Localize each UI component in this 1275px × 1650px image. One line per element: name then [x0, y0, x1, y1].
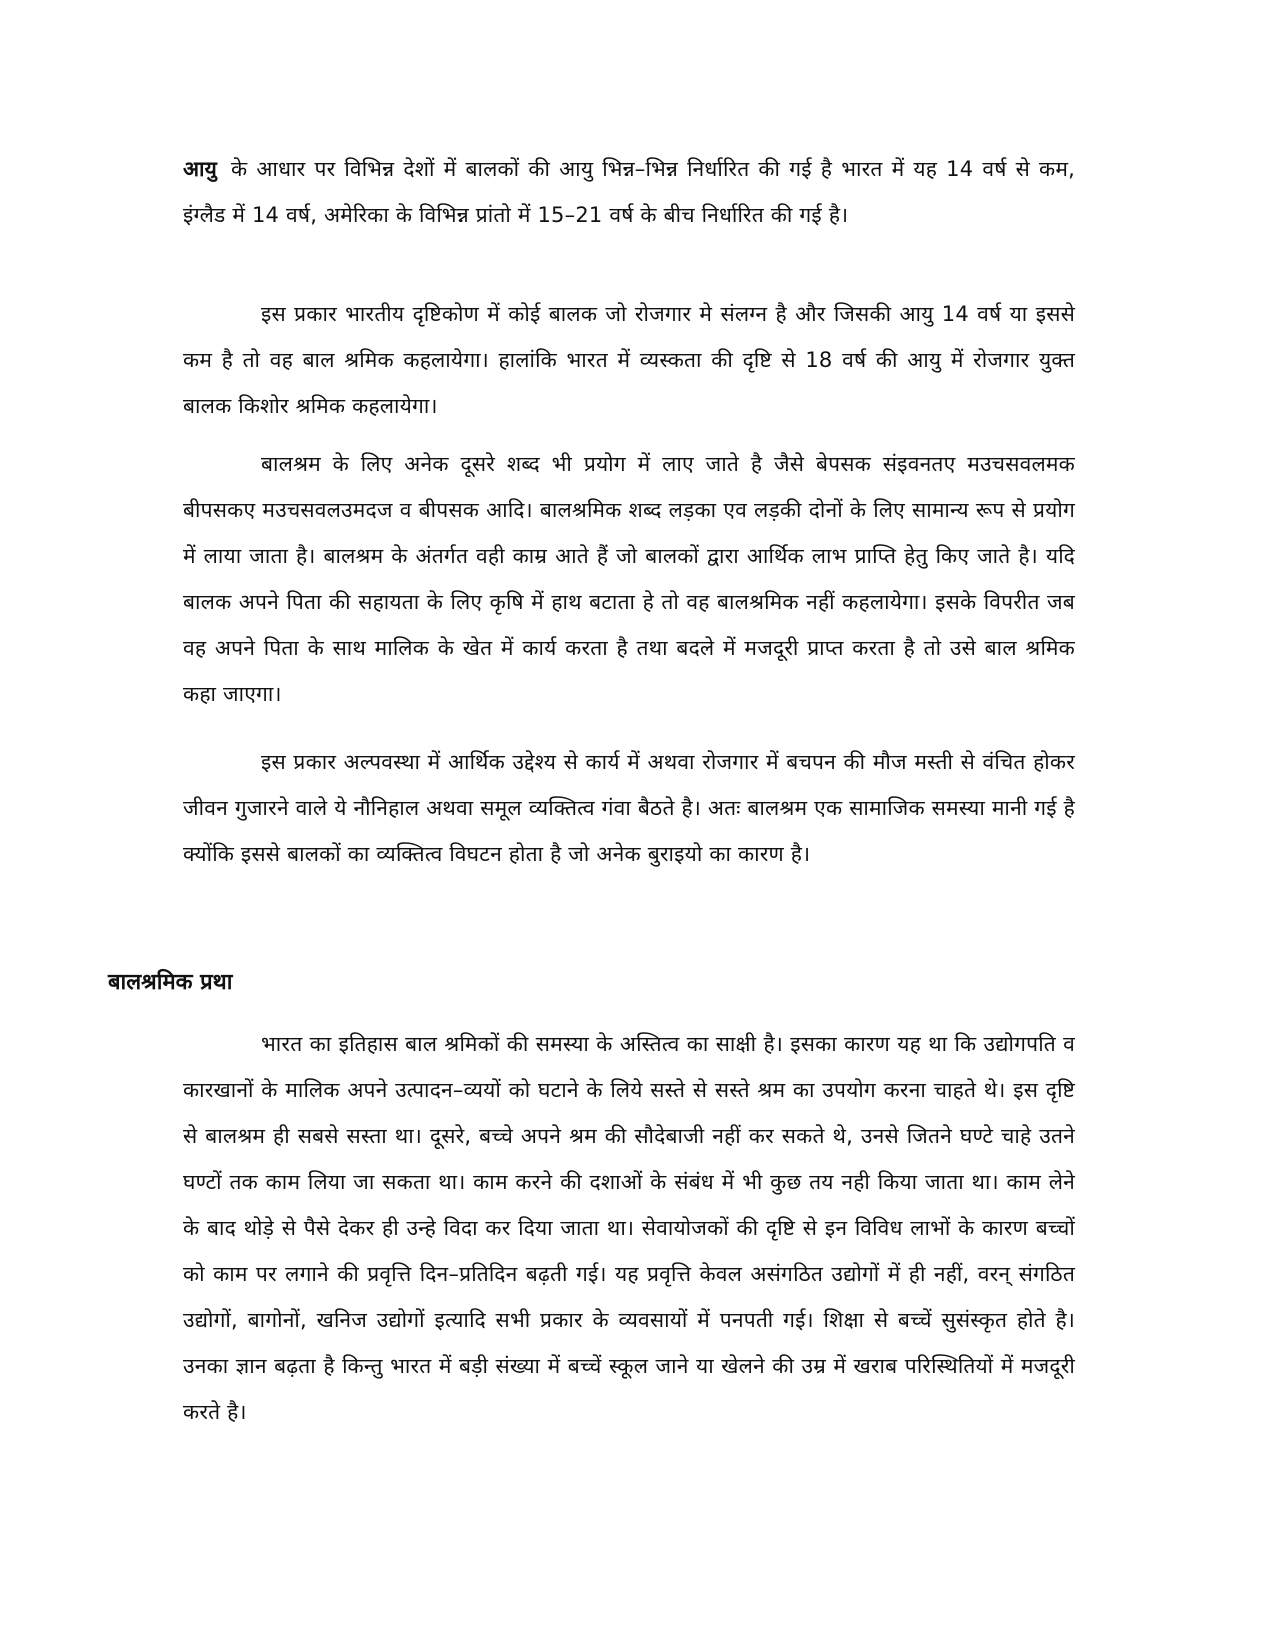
section-heading: बालश्रमिक प्रथा: [108, 970, 233, 995]
paragraph-age-text: के आधार पर विभिन्न देशों में बालकों की आयु भिन्न–भिन्न निर्धारित की गई है भारत में यह 14 वर्ष से कम, इंग्लैड में 14 वर्ष, अमेरिका के विभिन्न प्रांतो में 15–21 वर्ष के बीच निर्धारित की गई है।: [183, 157, 1075, 227]
paragraph-child-labour-terms: बालश्रम के लिए अनेक दूसरे शब्द भी प्रयोग में लाए जाते है जैसे बेपसक संइवनतए मउचसवलमक बीपसकए मउचसवलउमदज व बीपसक आदि। बालश्रमिक शब्द लड़का एव लड़की दोनों के लिए सामान्य रूप से प्रयोग में लाया जाता है। बालश्रम के अंतर्गत वही काम्र आते हैं जो बालकों द्वारा आर्थिक लाभ प्राप्ति हेतु किए जाते है। यदि बालक अपने पिता की सहायता के लिए कृषि में हाथ बटाता हे तो वह बालश्रमिक नहीं कहलायेगा। इसके विपरीत जब वह अपने पिता के साथ मालिक के खेत में कार्य करता है तथा बदले में मजदूरी प्राप्त करता है तो उसे बाल श्रमिक कहा जाएगा।: [183, 452, 1075, 706]
paragraph-history: भारत का इतिहास बाल श्रमिकों की समस्या के अस्तित्व का साक्षी है। इसका कारण यह था कि उद्योगपति व कारखानों के मालिक अपने उत्पादन–व्ययों को घटाने के लिये सस्ते से सस्ते श्रम का उपयोग करना चाहते थे। इस दृष्टि से बालश्रम ही सबसे सस्ता था। दूसरे, बच्चे अपने श्रम की सौदेबाजी नहीं कर सकते थे, उनसे जितने घण्टे चाहे उतने घण्टों तक काम लिया जा सकता था। काम करने की दशाओं के संबंध में भी कुछ तय नही किया जाता था। काम लेने के बाद थोड़े से पैसे देकर ही उन्हे विदा कर दिया जाता था। सेवायोजकों की दृष्टि से इन विविध लाभों के कारण बच्चों को काम पर लगाने की प्रवृत्ति दिन–प्रतिदिन बढ़ती गई। यह प्रवृत्ति केवल असंगठित उद्योगों में ही नहीं, वरन् संगठित उद्योगों, बागोनों, खनिज उद्योगों इत्यादि सभी प्रकार के व्यवसायों में पनपती गई। शिक्षा से बच्चें सुसंस्कृत होते है। उनका ज्ञान बढ़ता है किन्तु भारत में बड़ी संख्या में बच्चें स्कूल जाने या खेलने की उम्र में खराब परिस्थितियों में मजदूरी करते है।: [183, 1032, 1075, 1424]
paragraph-indian-view: इस प्रकार भारतीय दृष्टिकोण में कोई बालक जो रोजगार मे संलग्न है और जिसकी आयु 14 वर्ष या इससे कम है तो वह बाल श्रमिक कहलायेगा। हालांकि भारत में व्यस्कता की दृष्टि से 18 वर्ष की आयु में रोजगार युक्त बालक किशोर श्रमिक कहलायेगा।: [183, 302, 1075, 418]
paragraph-social-problem: इस प्रकार अल्पवस्था में आर्थिक उद्देश्य से कार्य में अथवा रोजगार में बचपन की मौज मस्ती से वंचित होकर जीवन गुजारने वाले ये नौनिहाल अथवा समूल व्यक्तित्व गंवा बैठते है। अतः बालश्रम एक सामाजिक समस्या मानी गई है क्योंकि इससे बालकों का व्यक्तित्व विघटन होता है जो अनेक बुराइयो का कारण है।: [183, 750, 1075, 866]
lead-term-age: आयु: [183, 157, 218, 181]
paragraph-age: [183, 146, 1075, 238]
